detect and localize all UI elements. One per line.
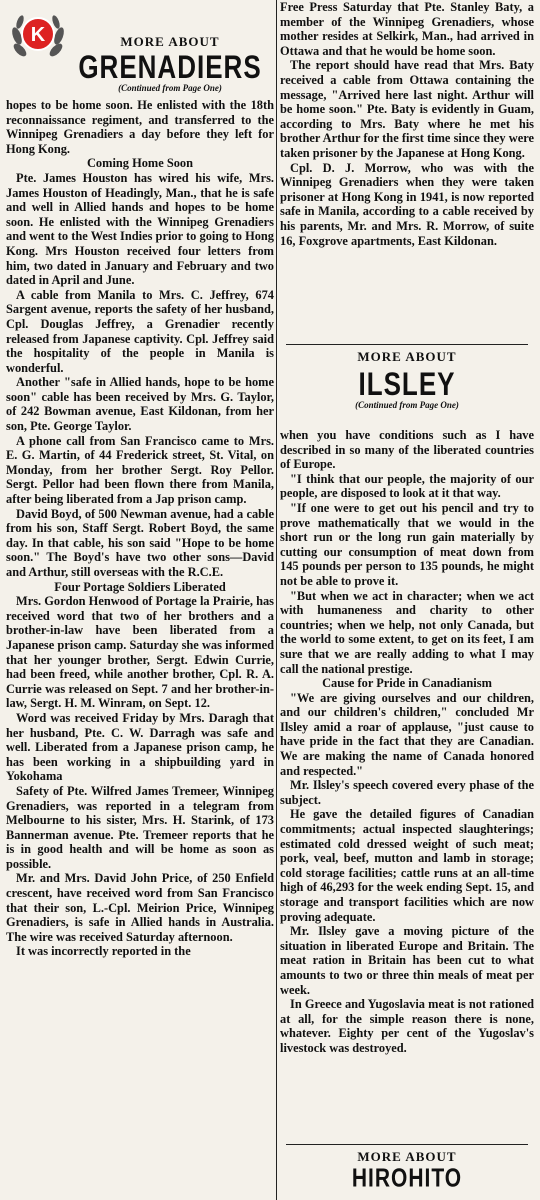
subhead-coming-home: Coming Home Soon <box>86 156 194 171</box>
article-paragraph: A phone call from San Francisco came to Mrs. E. G. Martin, of 44 Frederick street, St. Vital, on Monday, from her brother Sergt. Roy Pellor. Sergt. Pellor had been flown there from Manila, after being liberated from a Jap prison camp. <box>6 433 274 507</box>
ilsley-headline: ILSLEY <box>358 365 456 403</box>
article-paragraph: Mrs. Gordon Henwood of Portage la Prairie, has received word that two of her brothers and a brother-in-law have been liberated from a Japanese prison camp. Saturday she was informed that her younger brother, Sergt. Edwin Currie, had been freed, while another brother, Cpl. R. A. Currie was released on Sept. 7 and her brother-in-law, Sergt. H. M. Winram, on Sept. 12. <box>6 594 274 711</box>
article-paragraph: hopes to be home soon. He enlisted with the 18th reconnaissance regiment, and transferred to the Winnipeg Grenadiers a day before they left for Hong Kong. <box>6 98 274 156</box>
subhead-pride: Cause for Pride in Canadianism <box>322 676 492 691</box>
grenadiers-header <box>66 0 274 96</box>
article-paragraph: "I think that our people, the majority of our people, are disposed to look at it that way. <box>280 471 534 501</box>
article-paragraph: In Greece and Yugoslavia meat is not rationed at all, for the simple reason there is none, whatever. Eighty per cent of the Yugoslav's livestock was destroyed. <box>280 997 534 1055</box>
article-paragraph: "We are giving ourselves and our children, and our children's children," concluded Mr Ilsley amid a roar of applause, "just cause to have pride in the fact that they are Canadian. We are making the name of Canada honored and respected." <box>280 690 534 778</box>
article-paragraph: Pte. James Houston has wired his wife, Mrs. James Houston of Headingly, Man., that he is safe and well in Allied hands and hopes to be home soon. He enlisted with the Winnipeg Grenadiers and went to the West Indies prior to going to Hong Kong. Mrs Houston received four letters from him, two dated in January and February and two dated in April and June. <box>6 170 274 288</box>
left-column <box>6 0 274 1200</box>
article-paragraph: Safety of Pte. Wilfred James Tremeer, Winnipeg Grenadiers, was reported in a telegram from Melbourne to his sister, Mrs. H. Starink, of 173 Bannerman avenue. Pte. Tremeer reports that he is in good health and will be home as soon as possible. <box>6 783 274 871</box>
article-paragraph: "But when we act in character; when we act with humaneness and charity to other countries; when we help, not only Canada, but the world to some extent, to get on its feet, I am sure that we are really adding to what I may call the national prestige. <box>280 588 534 676</box>
column-divider <box>276 0 277 1200</box>
article-paragraph: Cpl. D. J. Morrow, who was with the Winnipeg Grenadiers when they were taken prisoner at Hong Kong in 1941, is now reported safe in Manila, according to a cable received by his parents, Mr. and Mrs. R. Morrow, of suite 16, Foxgrove apartments, East Kildonan. <box>280 160 534 248</box>
more-about-label: MORE ABOUT <box>357 1149 457 1164</box>
article-paragraph: The report should have read that Mrs. Baty received a cable from Ottawa containing the message, "Arrived here last night. Arthur will be home soon." Pte. Baty is evidently in Guam, according to Mrs. Baty where he met his brother Arthur for the first time since they were taken prisoner by the Japanese at Hong Kong. <box>280 58 534 160</box>
subhead-portage: Four Portage Soldiers Liberated <box>54 579 226 594</box>
logo-letter: K <box>30 24 46 46</box>
article-paragraph: Free Press Saturday that Pte. Stanley Baty, a member of the Winnipeg Grenadiers, whose mother resides at Selkirk, Man., had arrived in Ottawa and that he would be home soon. <box>280 0 534 58</box>
section-rule <box>286 1144 528 1145</box>
article-paragraph: It was incorrectly reported in the <box>16 944 191 959</box>
article-paragraph: Mr. Ilsley's speech covered every phase of the subject. <box>280 778 534 807</box>
continued-note: (Continued from Page One) <box>118 83 222 93</box>
more-about-label: MORE ABOUT <box>357 349 457 364</box>
section-rule <box>286 344 528 345</box>
article-paragraph: Mr. Ilsley gave a moving picture of the situation in liberated Europe and Britain. The meat ration in Britain has been cut to what amounts to two or three thin meals of meat per week. <box>280 924 534 997</box>
article-paragraph: David Boyd, of 500 Newman avenue, had a cable from his son, Staff Sergt. Robert Boyd, the same day. In that cable, his son said "Hope to be home soon." The Boyd's have two other sons—David and Arthur, still overseas with the R.C.E. <box>6 506 274 579</box>
article-paragraph: "If one were to get out his pencil and try to prove mathematically that we would in the short run or the long run gain materially by cutting our consumption of meat down from 145 pounds per person to 135 pounds, he might not be able to prove it. <box>280 500 534 588</box>
grenadiers-continuation <box>280 0 534 248</box>
article-paragraph: Mr. and Mrs. David John Price, of 250 Enfield crescent, have received word from San Francisco that their son, L.-Cpl. Meirion Price, Winnipeg Grenadiers, is safe in Allied hands in Australia. The wire was received Saturday afternoon. <box>6 871 274 944</box>
hirohito-headline: HIROHITO <box>351 1164 463 1193</box>
ilsley-header <box>280 340 534 414</box>
right-column <box>280 0 534 1200</box>
ilsley-article <box>280 428 534 1056</box>
continued-note: (Continued from Page One) <box>355 400 459 410</box>
hirohito-header <box>280 1140 534 1191</box>
article-paragraph: He gave the detailed figures of Canadian commitments; actual inspected slaughterings; estimated cold dressed weight of such meat; pork, veal, beef, mutton and lamb in storage; cold storage facilities; cattle runs at an all-time high of 46,293 for the week ending Sept. 15, and storage and transport facilities which are now proving adequate. <box>280 807 534 924</box>
article-paragraph: A cable from Manila to Mrs. C. Jeffrey, 674 Sargent avenue, reports the safety of her husband, Cpl. Douglas Jeffrey, a Grenadier recently released from Japanese captivity. Cpl. Jeffrey said the hospitality of the people in Manila is wonderful. <box>6 287 274 375</box>
grenadiers-headline: GRENADIERS <box>78 48 262 86</box>
article-paragraph: when you have conditions such as I have described in so many of the liberated countries of Europe. <box>280 428 534 472</box>
grenadiers-article <box>6 98 274 959</box>
article-paragraph: Word was received Friday by Mrs. Daragh that her husband, Pte. C. W. Darragh was safe and well. Liberated from a Japanese prison camp, he has been working in a shipbuilding yard in Yokohama <box>6 710 274 784</box>
more-about-label: MORE ABOUT <box>120 34 220 49</box>
article-paragraph: Another "safe in Allied hands, hope to be home soon" cable has been received by Mrs. G. Taylor, of 242 Bowman avenue, East Kildonan, from her son, Pte. George Taylor. <box>6 375 274 434</box>
